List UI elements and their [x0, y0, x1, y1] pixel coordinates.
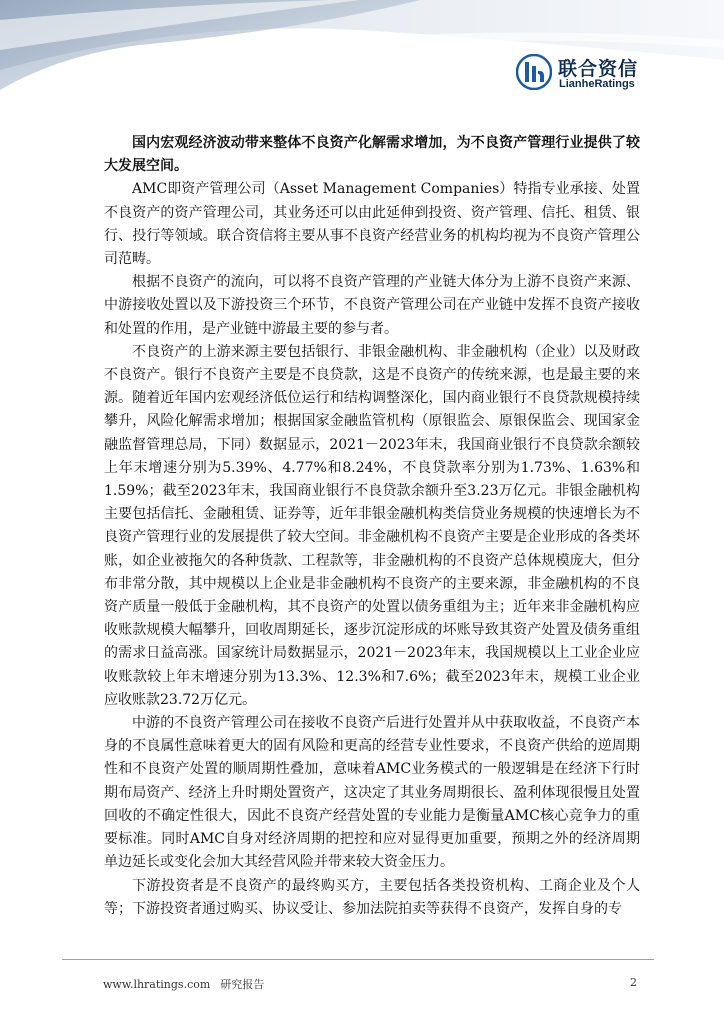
- footer-source: [103, 976, 274, 992]
- paragraph-amc-definition: AMC即资产管理公司（Asset Management Companies）特指专业承接、处置不良资产的资产管理公司，其业务还可以由此延伸到投资、资产管理、信托、租赁、银行、投行等领域。联合资信将主要从事不良资产经营业务的机构均视为不良资产管理公司范畴。: [104, 181, 640, 268]
- footer-doc-type: 研究报告: [220, 978, 265, 991]
- document-body: [104, 132, 640, 921]
- logo-english-name: LianheRatings: [559, 78, 635, 90]
- logo-chinese-name: 联合资信: [558, 58, 639, 80]
- paragraph-downstream-investors: 下游投资者是不良资产的最终购买方，主要包括各类投资机构、工商企业及个人等；下游投资者通过购买、协议受让、参加法院拍卖等获得不良资产，发挥自身的专: [104, 877, 640, 917]
- lianhe-logo-icon: [516, 54, 552, 90]
- brand-logo: [516, 54, 646, 94]
- paragraph-industry-chain: 根据不良资产的流向，可以将不良资产管理的产业链大体分为上游不良资产来源、中游接收处置以及下游投资三个环节，不良资产管理公司在产业链中发挥不良资产接收和处置的作用，是产业链中游最主要的参与者。: [104, 274, 640, 337]
- footer-website: www.lhratings.com: [103, 978, 211, 991]
- section-heading: 国内宏观经济波动带来整体不良资产化解需求增加，为不良资产管理行业提供了较大发展空间。: [104, 135, 640, 175]
- paragraph-midstream-amc: 中游的不良资产管理公司在接收不良资产后进行处置并从中获取收益，不良资产本身的不良属性意味着更大的固有风险和更高的经营专业性要求，不良资产供给的逆周期性和不良资产处置的顺周期性叠加，意味着AMC业务模式的一般逻辑是在经济下行时期布局资产、经济上升时期处置资产，这决定了其业务周期很长、盈利体现很慢且处置回收的不确定性很大，因此不良资产经营处置的专业能力是衡量AMC核心竞争力的重要标准。同时AMC自身对经济周期的把控和应对显得更加重要，预期之外的经济周期单边延长或变化会加大其经营风险并带来较大资金压力。: [104, 715, 640, 871]
- footer-divider: [62, 959, 654, 960]
- page-number: 2: [630, 976, 637, 989]
- paragraph-upstream-sources: 不良资产的上游来源主要包括银行、非银金融机构、非金融机构（企业）以及财政不良资产。银行不良资产主要是不良贷款，这是不良资产的传统来源，也是最主要的来源。随着近年国内宏观经济低位运行和结构调整深化，国内商业银行不良贷款规模持续攀升，风险化解需求增加；根据国家金融监管机构（原银监会、原银保监会、现国家金融监督管理总局，下同）数据显示，2021－2023年末，我国商业银行不良贷款余额较上年末增速分别为5.39%、4.77%和8.24%，不良贷款率分别为1.73%、1.63%和1.59%；截至2023年末，我国商业银行不良贷款余额升至3.23万亿元。非银金融机构主要包括信托、金融租赁、证券等，近年非银金融机构类信贷业务规模的快速增长为不良资产管理行业的发展提供了较大空间。非金融机构不良资产主要是企业形成的各类坏账，如企业被拖欠的各种货款、工程款等，非金融机构的不良资产总体规模庞大，但分布非常分散，其中规模以上企业是非金融机构不良资产的主要来源，非金融机构的不良资产质量一般低于金融机构，其不良资产的处置以债务重组为主；近年来非金融机构应收账款规模大幅攀升，回收周期延长，逐步沉淀形成的坏账导致其资产处置及债务重组的需求日益高涨。国家统计局数据显示，2021－2023年末，我国规模以上工业企业应收账款较上年末增速分别为13.3%、12.3%和7.6%；截至2023年末，规模工业企业应收账款23.72万亿元。: [104, 343, 640, 708]
